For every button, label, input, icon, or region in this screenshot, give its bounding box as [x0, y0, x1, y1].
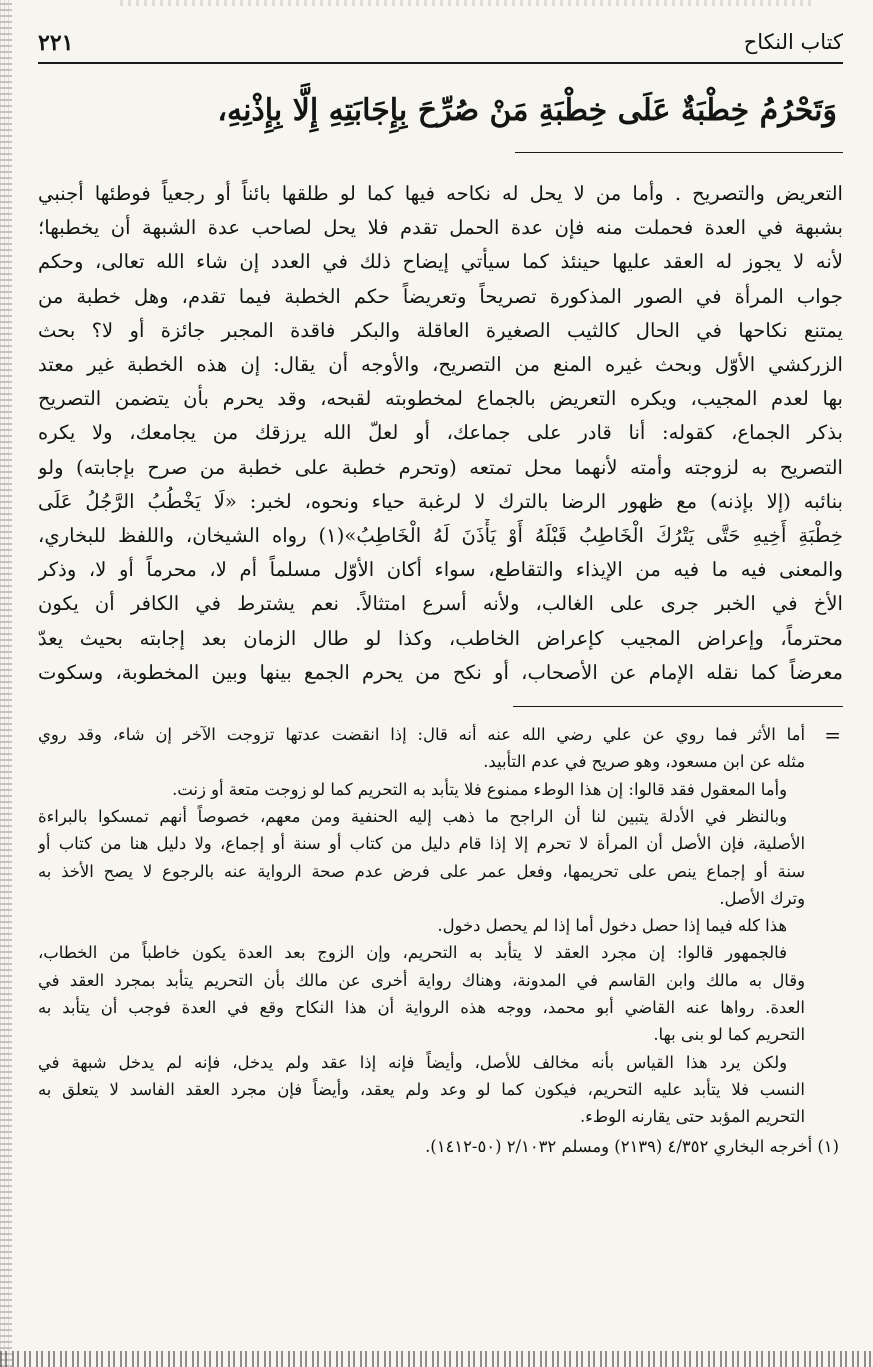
commentary-line: التعريض والتصريح . وأما من لا يحل له نكاحه فيها كما لو طلقها بائناً أو رجعياً فوطئها أجنبي — [38, 182, 843, 205]
commentary-line: معرضاً كما نقله الإمام عن الأصحاب، أو نكح من يحرم الجمع بينها وبين المخطوبة، وسكوت — [38, 660, 843, 684]
commentary-body — [38, 177, 843, 690]
running-title: كتاب النكاح — [743, 30, 843, 54]
commentary-line: والمعنى فيه ما فيه من الإيذاء والتقاطع، سواء أكان الأوّل مسلماً أم لا، محرماً أو لا، وذكر — [38, 558, 843, 582]
page-header — [38, 10, 843, 64]
footnote-1: (١) أخرجه البخاري ٤/٣٥٢ (٢١٣٩) ومسلم ٢/١٠٣٢ (٥٠-١٤١٢). — [425, 1136, 839, 1156]
page-border-bottom — [0, 1351, 873, 1367]
note-line: وترك الأصل. — [719, 888, 805, 908]
matn-text: وَتَحْرُمُ خِطْبَةٌ عَلَى خِطْبَةِ مَنْ صُرِّحَ بِإِجَابَتِهِ إِلَّا بِإِذْنِهِ، — [217, 93, 837, 128]
note-line: الأصلية، فإن الأصل أن المرأة لا تحرم إلا إذا قام دليل من كتاب أو سنة أو إجماع، ولا دليل هنا من كتاب أو — [38, 834, 805, 854]
commentary-line: بها لعدم المجيب، ويكره التعريض بالجماع لمخطوبته لقبحه، وقد يحرم بأن يتضمن التصريح — [38, 387, 843, 411]
commentary-line: التصريح به لزوجته وأمته لأنهما محل تمتعه (وتحرم خطبة على خطبة من صرح بإجابته) ولو — [38, 455, 843, 479]
commentary-line: جواب المرأة في الصور المذكورة تصريحاً وتعريضاً حكم الخطبة فيما تقدم، وهل خطبة من — [38, 284, 843, 308]
commentary-line: الأخ في الخبر جرى على الغالب، ولأنه أسرع امتثالاً. نعم يشترط في الكافر أن يكون — [38, 592, 843, 616]
note-line: التحريم كما لو بنى بها. — [653, 1025, 805, 1045]
commentary-line: بنائبه (إلا بإذنه) مع ظهور الرضا بالترك لا لرغبة حياء ونحوه، لخبر: «لَا يَخْطُبُ الرَّجُلُ عَلَى — [38, 489, 843, 513]
note-line: التحريم المؤبد حتى يقارنه الوطء. — [579, 1107, 805, 1127]
commentary-line: لأنه لا يجوز له العقد عليها حينئذ كما سيأتي إيضاح ذلك في العدد إن شاء الله تعالى، وحكم — [38, 250, 843, 274]
page-number: ٢٢١ — [38, 30, 74, 56]
note-line: أما الأثر فما روي عن علي رضي الله عنه أنه قال: إذا انقضت عدتها تزوجت الآخر إن شاء، وقد روي — [38, 725, 805, 745]
page-border-left — [0, 0, 12, 1367]
note-line: وأما المعقول فقد قالوا: إن هذا الوطء ممنوع فلا يتأبد به التحريم كما لو زوجت متعة أو زنت. — [172, 779, 787, 799]
editor-notes — [38, 721, 843, 1130]
notes-separator — [513, 706, 843, 707]
commentary-line: بشبهة في العدة فحملت منه فإن عدة الحمل تقدم فلا يحل لصاحب عدة الشبهة أن يخطبها؛ — [38, 216, 843, 240]
commentary-line: يمتنع نكاحها في الحال كالثيب الصغيرة العاقلة والبكر فاقدة المجبر جائزة أو لا؟ بحث — [38, 318, 843, 342]
note-line: النسب فلا يتأبد عليه التحريم، فيكون كما لو وعد ولم يعقد، وأيضاً فإن مجرد العقد الفاسد لا يتعلق به — [38, 1079, 805, 1099]
note-line: سنة أو إجماع ينص على تحريمها، وفعل عمر على فرض عدم صحة الرواية عنه بالرجوع لا يصح الأخذ به — [38, 861, 805, 881]
note-line: العدة. رواها عنه القاضي أبو محمد، ووجه هذه الرواية أن هذا النكاح وقع في العدة فوجب أن يتأبد به — [38, 998, 805, 1018]
note-line: ولكن يرد هذا القياس بأنه مخالف للأصل، وأيضاً فإنه إذا عقد ولم يدخل، فإنه لم يدخل شبهة في — [38, 1052, 787, 1072]
note-line: وبالنظر في الأدلة يتبين لنا أن الراجح ما ذهب إليه الحنفية ومن معهم، خصوصاً أنهم تمسكوا بالبراءة — [38, 806, 787, 826]
commentary-line: بذكر الجماع، كقوله: أنا قادر على جماعك، أو لعلّ الله يرزقك من يجامعك، ولا يكره — [38, 421, 843, 445]
note-line: هذا كله فيما إذا حصل دخول أما إذا لم يحصل دخول. — [437, 916, 787, 936]
book-page — [38, 0, 843, 1161]
commentary-line: محترماً، وإعراض المجيب كإعراض الخاطب، وكذا لو طال الزمان بعد إجابته بحيث يعدّ — [38, 626, 843, 650]
note-line: فالجمهور قالوا: إن مجرد العقد لا يتأبد به التحريم، وإن الزوج بعد العدة يكون خاطباً من الخطاب، — [38, 943, 787, 963]
commentary-line: الزركشي الأوّل وبحث غيره المنع من التصريح، والأوجه أن يقال: إن هذه الخطبة غير معتد — [38, 353, 843, 377]
note-line: مثله عن ابن مسعود، وهو صريح في عدم التأبيد. — [483, 752, 805, 772]
continuation-marker: = — [824, 723, 841, 748]
matn-separator — [515, 152, 843, 153]
notes-body — [38, 721, 805, 1130]
note-line: وقال به مالك وابن القاسم في المدونة، وهناك رواية أخرى عن مالك بأن التحريم يتأبد بمجرد العقد في — [38, 970, 805, 990]
commentary-line: خِطْبَةِ أَخِيهِ حَتَّى يَتْرُكَ الْخَاطِبُ قَبْلَهُ أَوْ يَأْذَنَ لَهُ الْخَاطِبُ»(١) رواه الشيخان، واللفظ للبخاري، — [38, 524, 843, 548]
